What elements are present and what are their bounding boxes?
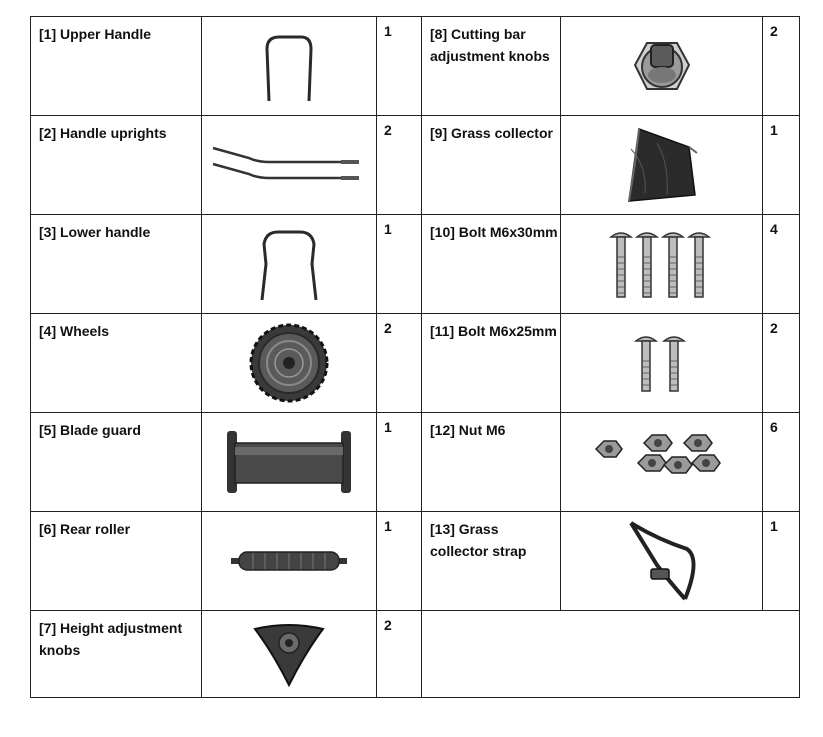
- part-qty: 1: [763, 116, 800, 215]
- part-qty: 2: [377, 314, 422, 413]
- nut-icon: [561, 413, 762, 511]
- part-name: [13] Grass collector strap: [422, 512, 561, 611]
- handle-uprights-icon: [202, 116, 376, 214]
- part-name: [5] Blade guard: [31, 413, 202, 512]
- part-qty: 1: [377, 17, 422, 116]
- table-row: [31, 611, 800, 698]
- part-name: [2] Handle uprights: [31, 116, 202, 215]
- part-qty: 1: [377, 215, 422, 314]
- part-qty: 4: [763, 215, 800, 314]
- part-name: [9] Grass collector: [422, 116, 561, 215]
- part-qty: 2: [377, 116, 422, 215]
- table-row: [31, 413, 800, 512]
- table-row: [31, 116, 800, 215]
- part-name: [10] Bolt M6x30mm: [422, 215, 561, 314]
- table-row: [31, 17, 800, 116]
- part-qty: 6: [763, 413, 800, 512]
- table-row: [31, 314, 800, 413]
- table-row: [31, 512, 800, 611]
- rear-roller-icon: [202, 512, 376, 610]
- wheel-icon: [202, 314, 376, 412]
- cutting-bar-knob-icon: [561, 17, 762, 115]
- bolt-long-icon: [561, 215, 762, 313]
- part-name: [4] Wheels: [31, 314, 202, 413]
- part-qty: 1: [377, 512, 422, 611]
- part-name: [11] Bolt M6x25mm: [422, 314, 561, 413]
- part-name: [3] Lower handle: [31, 215, 202, 314]
- lower-handle-icon: [202, 215, 376, 313]
- part-qty: 2: [763, 314, 800, 413]
- bolt-short-icon: [561, 314, 762, 412]
- part-name: [1] Upper Handle: [31, 17, 202, 116]
- height-knob-icon: [202, 611, 376, 697]
- upper-handle-icon: [202, 17, 376, 115]
- part-name: [6] Rear roller: [31, 512, 202, 611]
- strap-icon: [561, 512, 762, 610]
- grass-collector-icon: [561, 116, 762, 214]
- part-qty: 2: [763, 17, 800, 116]
- part-name: [8] Cutting bar adjustment knobs: [422, 17, 561, 116]
- part-name: [12] Nut M6: [422, 413, 561, 512]
- part-qty: 1: [377, 413, 422, 512]
- part-qty: 2: [377, 611, 422, 698]
- part-qty: 1: [763, 512, 800, 611]
- blade-guard-icon: [202, 413, 376, 511]
- table-row: [31, 215, 800, 314]
- empty-cell: [422, 611, 800, 698]
- parts-table: [30, 16, 800, 698]
- part-name: [7] Height adjustment knobs: [31, 611, 202, 698]
